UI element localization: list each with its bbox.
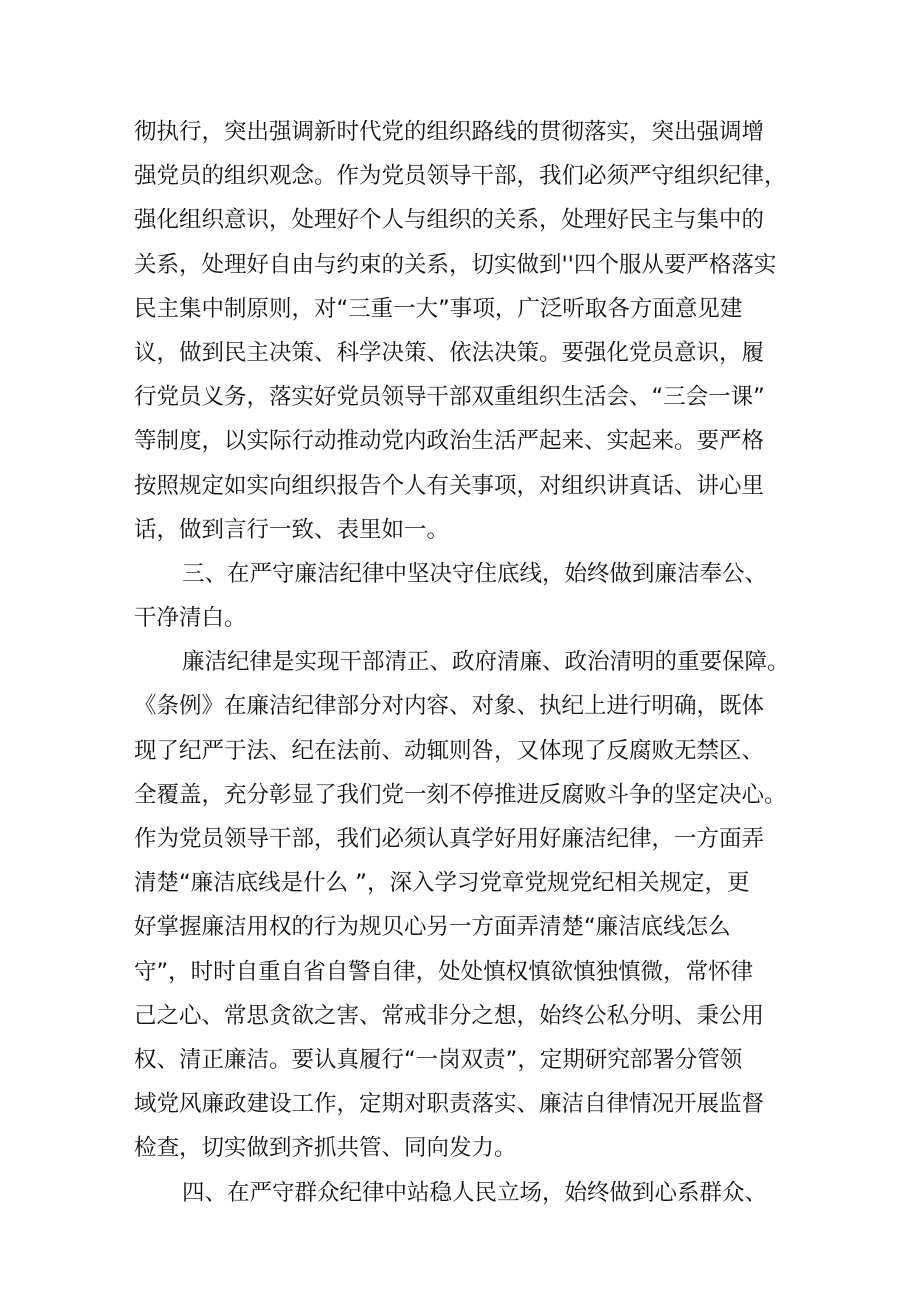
text-line: 关系，处理好自由与约束的关系，切实做到''四个服从要严格落实 bbox=[134, 251, 777, 278]
text-line: 强化组织意识，处理好个人与组织的关系，处理好民主与集中的 bbox=[134, 207, 765, 234]
text-line: 彻执行，突出强调新时代党的组织路线的贯彻落实，突出强调增 bbox=[134, 119, 765, 145]
text-line: 行党员义务，落实好党员领导干部双重组织生活会、“三会一课” bbox=[134, 384, 765, 411]
text-line: 作为党员领导干部，我们必须认真学好用好廉洁纪律，一方面弄 bbox=[134, 826, 765, 852]
text-line: 等制度，以实际行动推动党内政治生活严起来、实起来。要严格 bbox=[134, 428, 765, 455]
text-line: 干净清白。 bbox=[134, 605, 247, 632]
text-line: 议，做到民主决策、科学决策、依法决策。要强化党员意识，履 bbox=[134, 339, 765, 366]
text-line: 己之心、常思贪欲之害、常戒非分之想，始终公私分明、秉公用 bbox=[134, 1002, 765, 1029]
text-line: 民主集中制原则，对“三重一大”事项，广泛听取各方面意见建 bbox=[134, 295, 743, 322]
text-line: 域党风廉政建设工作，定期对职责落实、廉洁自律情况开展监督 bbox=[134, 1091, 765, 1118]
text-line: 权、清正廉洁。要认真履行“一岗双责”，定期研究部署分管领 bbox=[134, 1046, 743, 1073]
text-line: 话，做到言行一致、表里如一。 bbox=[134, 516, 450, 543]
text-line: 四、在严守群众纪律中站稳人民立场，始终做到心系群众、 bbox=[182, 1179, 768, 1206]
text-line: 按照规定如实向组织报告个人有关事项，对组织讲真话、讲心里 bbox=[134, 472, 765, 499]
text-line: 好掌握廉洁用权的行为规贝心另一方面弄清楚“廉洁底线怎么 bbox=[134, 914, 731, 941]
body-text bbox=[134, 110, 794, 1215]
text-line: 《条例》在廉洁纪律部分对内容、对象、执纪上进行明确，既体 bbox=[134, 693, 765, 720]
text-line: 守”，时时自重自省自警自律，处处慎权慎欲慎独慎微，常怀律 bbox=[134, 958, 754, 985]
text-line: 三、在严守廉洁纪律中坚决守住底线，始终做到廉洁奉公、 bbox=[182, 560, 768, 587]
text-line: 全覆盖，充分彰显了我们党一刻不停推进反腐败斗争的坚定决心。 bbox=[134, 781, 787, 808]
text-line: 廉洁纪律是实现干部清正、政府清廉、政治清明的重要保障。 bbox=[182, 649, 790, 676]
text-line: 清楚“廉洁底线是什么 ”，深入学习党章党规党纪相关规定，更 bbox=[134, 870, 750, 897]
text-line: 强党员的组织观念。作为党员领导干部，我们必须严守组织纪律， bbox=[134, 163, 787, 190]
text-line: 现了纪严于法、纪在法前、动辄则咎，又体现了反腐败无禁区、 bbox=[134, 737, 765, 764]
text-line: 检查，切实做到齐抓共管、同向发力。 bbox=[134, 1135, 517, 1162]
